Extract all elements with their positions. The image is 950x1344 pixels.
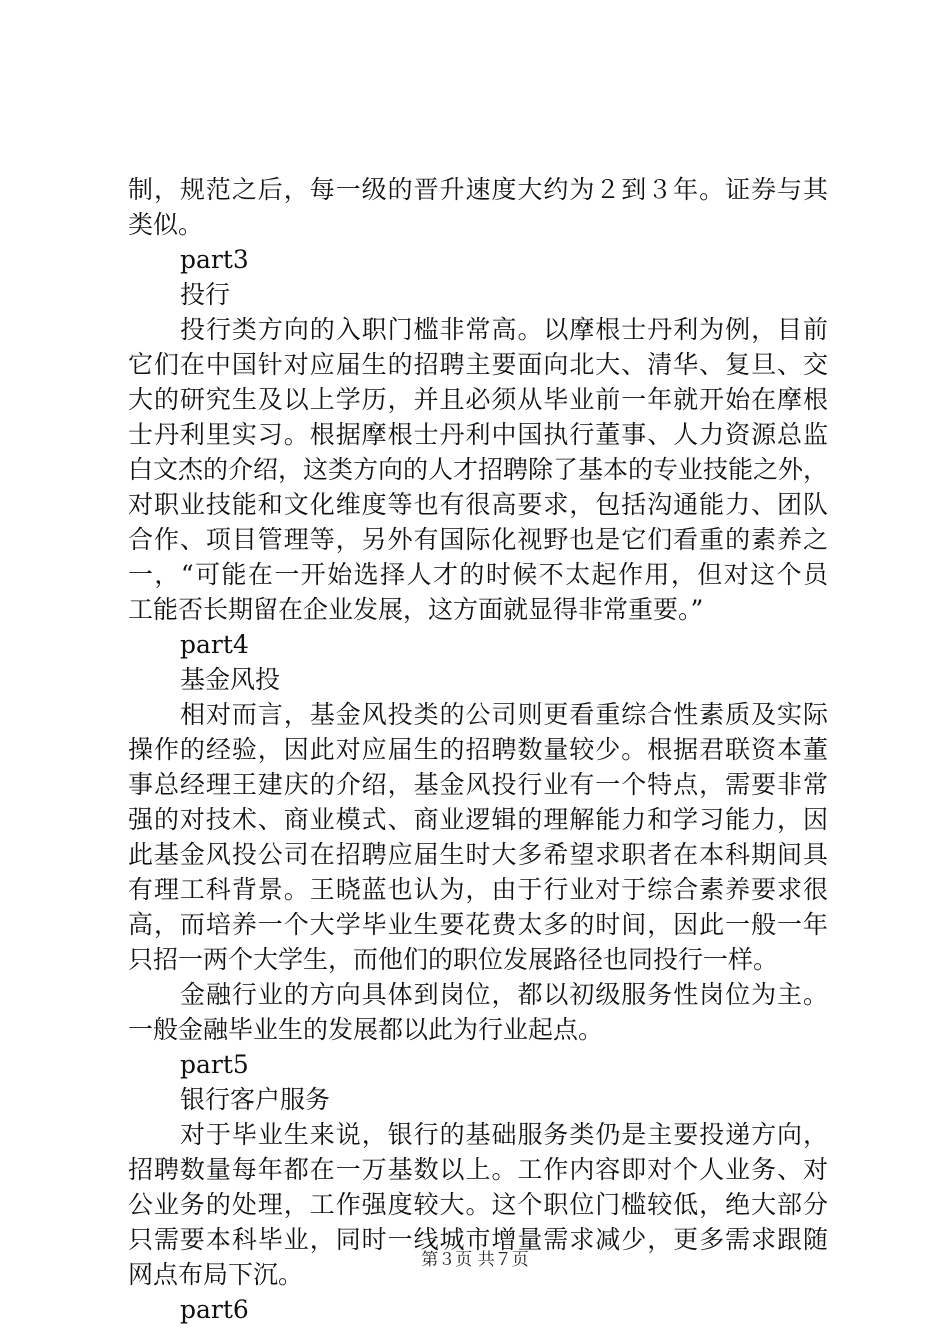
text-line: 一，“可能在一开始选择人才的时候不太起作用，但对这个员	[128, 560, 828, 589]
text-line: 制，规范之后，每一级的晋升速度大约为２到３年。证券与其	[128, 175, 828, 204]
text-line: 一般金融毕业生的发展都以此为行业起点。	[128, 1015, 604, 1044]
text-line: 此基金风投公司在招聘应届生时大多希望求职者在本科期间具	[128, 840, 828, 869]
text-line: 只需要本科毕业，同时一线城市增量需求减少，更多需求跟随	[128, 1225, 828, 1254]
text-line: 有理工科背景。王晓蓝也认为，由于行业对于综合素养要求很	[128, 875, 828, 904]
text-line: 招聘数量每年都在一万基数以上。工作内容即对个人业务、对	[128, 1155, 828, 1184]
text-line: 合作、项目管理等，另外有国际化视野也是它们看重的素养之	[128, 525, 828, 554]
section-label: part3	[180, 245, 249, 274]
text-line: 公业务的处理，工作强度较大。这个职位门槛较低，绝大部分	[128, 1190, 828, 1219]
section-label: part5	[180, 1050, 249, 1079]
section-heading: 投行	[180, 280, 231, 309]
text-line: 相对而言，基金风投类的公司则更看重综合性素质及实际	[180, 700, 828, 729]
section-label: part6	[180, 1295, 249, 1324]
text-line: 操作的经验，因此对应届生的招聘数量较少。根据君联资本董	[128, 735, 828, 764]
text-line: 士丹利里实习。根据摩根士丹利中国执行董事、人力资源总监	[128, 420, 828, 449]
section-heading: 银行客户服务	[180, 1085, 331, 1114]
text-line: 工能否长期留在企业发展，这方面就显得非常重要。”	[128, 595, 704, 624]
document-body	[128, 172, 828, 1327]
text-line: 高，而培养一个大学毕业生要花费太多的时间，因此一般一年	[128, 910, 828, 939]
text-line: 只招一两个大学生，而他们的职位发展路径也同投行一样。	[128, 945, 779, 974]
text-line: 类似。	[128, 210, 204, 239]
text-line: 投行类方向的入职门槛非常高。以摩根士丹利为例，目前	[180, 315, 828, 344]
text-line: 对于毕业生来说，银行的基础服务类仍是主要投递方向，	[180, 1120, 828, 1149]
text-line: 事总经理王建庆的介绍，基金风投行业有一个特点，需要非常	[128, 770, 828, 799]
text-line: 金融行业的方向具体到岗位，都以初级服务性岗位为主。	[180, 980, 828, 1009]
text-line: 网点布局下沉。	[128, 1260, 304, 1289]
text-line: 对职业技能和文化维度等也有很高要求，包括沟通能力、团队	[128, 490, 828, 519]
section-label: part4	[180, 630, 249, 659]
text-line: 大的研究生及以上学历，并且必须从毕业前一年就开始在摩根	[128, 385, 828, 414]
page-number-footer: 第３页 共７页	[421, 1250, 529, 1270]
text-line: 强的对技术、商业模式、商业逻辑的理解能力和学习能力，因	[128, 805, 828, 834]
section-heading: 基金风投	[180, 665, 281, 694]
text-line: 它们在中国针对应届生的招聘主要面向北大、清华、复旦、交	[128, 350, 828, 379]
text-line: 白文杰的介绍，这类方向的人才招聘除了基本的专业技能之外，	[128, 455, 829, 484]
